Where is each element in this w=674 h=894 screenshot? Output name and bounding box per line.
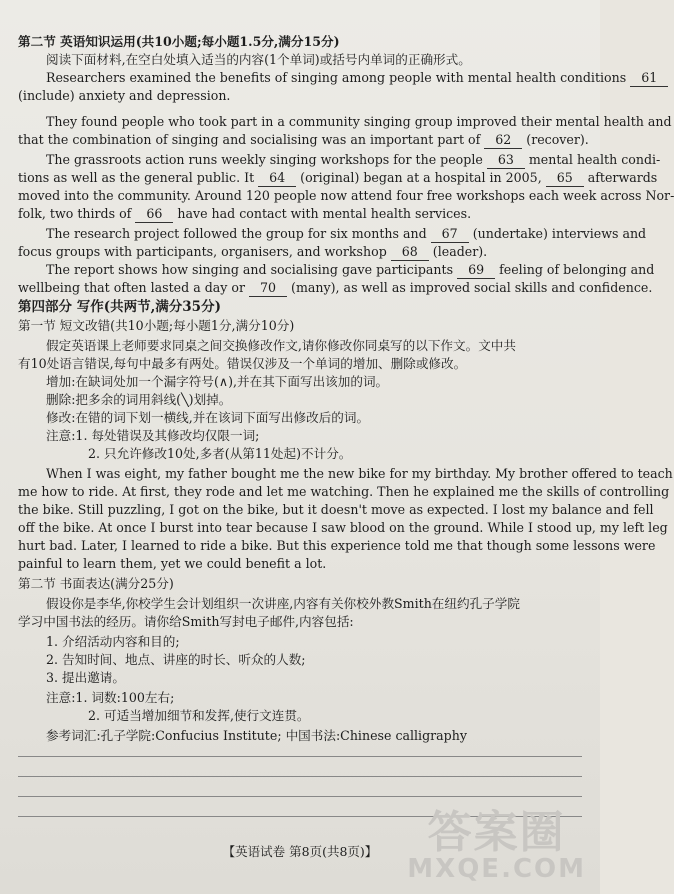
blank-61: 61 <box>630 70 668 87</box>
paragraph-line: focus groups with participants, organisers, and workshop 68 (leader). <box>18 244 488 259</box>
paragraph-line: The research project followed the group for six months and 67 (undertake) interviews and <box>46 226 647 241</box>
paragraph-line: wellbeing that often lasted a day or 70 (many), as well as improved social skills and confidence. <box>18 280 653 295</box>
watermark-logo <box>407 796 586 884</box>
writing-line <box>18 756 582 757</box>
section-heading: 第二节 英语知识运用(共10小题;每小题1.5分,满分15分) <box>18 34 340 49</box>
rule-text: 有10处语言错误,每句中最多有两处。错误仅涉及一个单词的增加、删除或修改。 <box>18 356 467 371</box>
essay-line: me how to ride. At first, they rode and let me watching. Then he explained me the skills of controlling <box>18 484 670 499</box>
paragraph-line: moved into the community. Around 120 people now attend four free workshops each week across Nor- <box>18 188 674 203</box>
writing-prompt: 学习中国书法的经历。请你给Smith写封电子邮件,内容包括: <box>18 614 354 629</box>
paragraph-line: folk, two thirds of 66 have had contact with mental health services. <box>18 206 472 221</box>
blank-62: 62 <box>484 132 522 149</box>
note: 2. 只允许修改10处,多者(从第11处起)不计分。 <box>88 446 352 461</box>
blank-70: 70 <box>249 280 287 297</box>
blank-69: 69 <box>457 262 495 279</box>
writing-prompt: 假设你是李华,你校学生会计划组织一次讲座,内容有关你校外教Smith在纽约孔子学院 <box>46 596 520 611</box>
essay-line: the bike. Still puzzling, I got on the bike, but it doesn't move as expected. I lost my balance and fell <box>18 502 654 517</box>
essay-line: painful to learn them, yet we could benefit a lot. <box>18 556 327 571</box>
paragraph-line: Researchers examined the benefits of singing among people with mental health conditions 61 <box>46 70 668 87</box>
paragraph-line: tions as well as the general public. It 64 (original) began at a hospital in 2005, 65 afterwards <box>18 170 658 185</box>
blank-64: 64 <box>258 170 296 187</box>
blank-68: 68 <box>391 244 429 261</box>
instruction: 阅读下面材料,在空白处填入适当的内容(1个单词)或括号内单词的正确形式。 <box>46 52 471 67</box>
rule-delete: 删除:把多余的词用斜线(╲)划掉。 <box>46 392 232 407</box>
section-heading: 第一节 短文改错(共10小题;每小题1分,满分10分) <box>18 318 295 333</box>
rule-modify: 修改:在错的词下划一横线,并在该词下面写出修改后的词。 <box>46 410 370 425</box>
blank-63: 63 <box>487 152 525 169</box>
paragraph-line: (include) anxiety and depression. <box>18 88 231 103</box>
part-heading: 第四部分 写作(共两节,满分35分) <box>18 299 221 315</box>
page-footer: 【英语试卷 第8页(共8页)】 <box>222 844 378 859</box>
writing-line <box>18 776 582 777</box>
blank-67: 67 <box>431 226 469 243</box>
rule-text: 假定英语课上老师要求同桌之间交换修改作文,请你修改你同桌写的以下作文。文中共 <box>46 338 516 353</box>
watermark-text: 答案圈 <box>427 807 566 858</box>
note: 注意:1. 每处错误及其修改均仅限一词; <box>46 428 260 443</box>
rule-add: 增加:在缺词处加一个漏字符号(∧),并在其下面写出该加的词。 <box>46 374 389 389</box>
note: 2. 可适当增加细节和发挥,使行文连贯。 <box>88 708 310 723</box>
paragraph-line: They found people who took part in a community singing group improved their mental health and <box>46 114 672 129</box>
essay-line: hurt bad. Later, I learned to ride a bike. But this experience told me that though some lessons were <box>18 538 656 553</box>
paragraph-line: The report shows how singing and socialising gave participants 69 feeling of belonging and <box>46 262 655 277</box>
paragraph-line: The grassroots action runs weekly singing workshops for the people 63 mental health condi- <box>46 152 661 167</box>
list-item: 2. 告知时间、地点、讲座的时长、听众的人数; <box>46 652 306 667</box>
list-item: 3. 提出邀请。 <box>46 670 125 685</box>
blank-66: 66 <box>135 206 173 223</box>
essay-line: off the bike. At once I burst into tear because I saw blood on the ground. While I stood up, my left leg <box>18 520 668 535</box>
blank-65: 65 <box>546 170 584 187</box>
section-heading: 第二节 书面表达(满分25分) <box>18 576 174 591</box>
paragraph-line: that the combination of singing and socialising was an important part of 62 (recover). <box>18 132 589 147</box>
reference-vocab: 参考词汇:孔子学院:Confucius Institute; 中国书法:Chinese calligraphy <box>46 728 467 743</box>
watermark-url: MXQE.COM <box>407 854 586 884</box>
essay-line: When I was eight, my father bought me the new bike for my birthday. My brother offered to teach <box>46 466 673 481</box>
list-item: 1. 介绍活动内容和目的; <box>46 634 180 649</box>
note: 注意:1. 词数:100左右; <box>46 690 175 705</box>
